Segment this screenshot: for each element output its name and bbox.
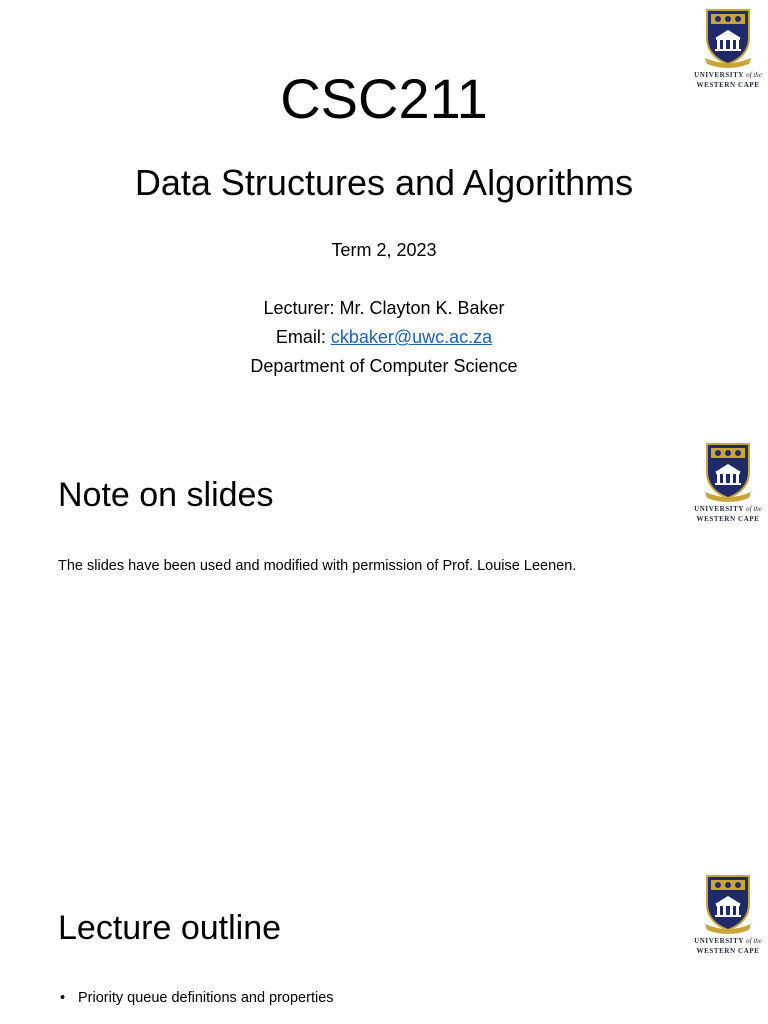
email-link[interactable]: ckbaker@uwc.ac.za [330, 327, 493, 347]
list-item-text: Priority queue definitions and properties [78, 990, 334, 1006]
university-crest-icon [703, 874, 753, 936]
note-slide [0, 432, 768, 864]
lecturer-text: Lecturer: Mr. Clayton K. Baker [263, 298, 505, 318]
slide-heading: Note on slides [58, 476, 274, 514]
term-text: Term 2, 2023 [331, 240, 437, 260]
logo-line-of-the: of the [746, 937, 762, 945]
course-title: Data Structures and Algorithms [134, 162, 634, 203]
logo-line-western-cape: WESTERN CAPE [696, 515, 760, 523]
bullet-icon: • [60, 990, 66, 1006]
logo-line-university: UNIVERSITY [694, 505, 744, 513]
outline-list [58, 988, 334, 1008]
logo-text [694, 504, 762, 524]
logo-line-of-the: of the [746, 71, 762, 79]
logo-line-university: UNIVERSITY [694, 937, 744, 945]
logo-text [694, 936, 762, 956]
university-crest-icon [703, 8, 753, 70]
note-body: The slides have been used and modified with permission of Prof. Louise Leenen. [58, 558, 577, 574]
logo-line-of-the: of the [746, 505, 762, 513]
outline-slide [0, 864, 768, 1024]
university-logo [694, 442, 762, 524]
department-text: Department of Computer Science [250, 356, 518, 376]
course-code: CSC211 [280, 67, 488, 130]
slide-heading: Lecture outline [58, 909, 282, 947]
logo-line-western-cape: WESTERN CAPE [696, 947, 760, 955]
university-crest-icon [703, 442, 753, 504]
email-line [0, 325, 768, 349]
logo-line-university: UNIVERSITY [694, 71, 744, 79]
email-label: Email: [275, 327, 331, 347]
title-slide [0, 0, 768, 432]
logo-line-western-cape: WESTERN CAPE [696, 81, 760, 89]
university-logo [694, 874, 762, 956]
list-item [58, 988, 334, 1008]
